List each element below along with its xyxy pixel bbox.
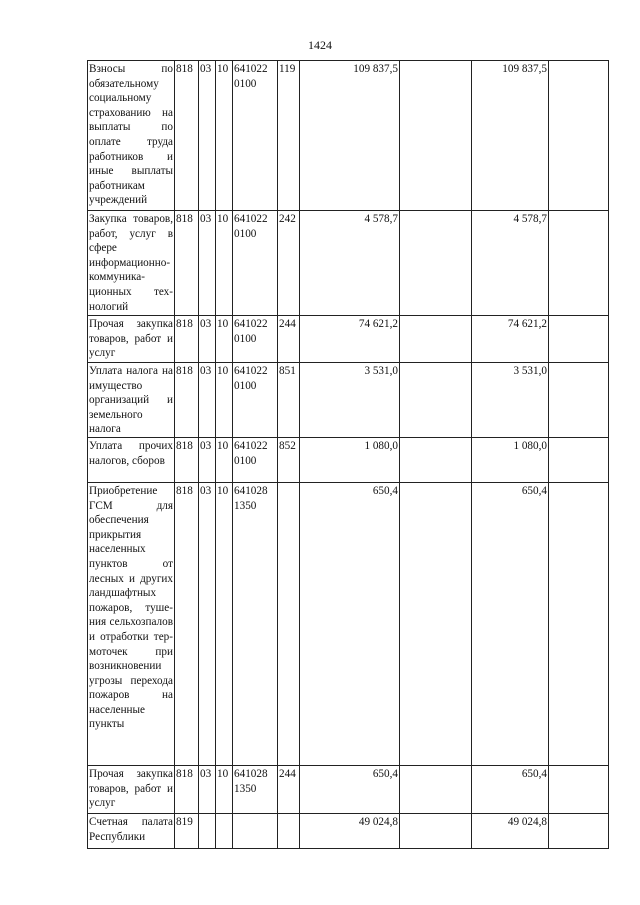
amount: 109 837,5 [300, 61, 400, 211]
total: 74 621,2 [472, 316, 549, 363]
target-code: 641022 0100 [233, 316, 278, 363]
target-code: 641028 1350 [233, 482, 278, 765]
changes [400, 437, 472, 482]
section-code [199, 813, 216, 848]
empty-cell [549, 316, 609, 363]
subsection-code [216, 813, 233, 848]
subsection-code: 10 [216, 211, 233, 316]
total: 4 578,7 [472, 211, 549, 316]
changes [400, 765, 472, 813]
changes [400, 316, 472, 363]
empty-cell [549, 211, 609, 316]
table-row [88, 363, 609, 438]
row-name: Уплата прочих налогов, сборов [88, 437, 175, 482]
expense-type-code: 244 [278, 765, 300, 813]
empty-cell [549, 482, 609, 765]
amount: 74 621,2 [300, 316, 400, 363]
total: 650,4 [472, 482, 549, 765]
section-code: 03 [199, 482, 216, 765]
target-code: 641028 1350 [233, 765, 278, 813]
changes [400, 482, 472, 765]
table-row [88, 211, 609, 316]
changes [400, 813, 472, 848]
empty-cell [549, 813, 609, 848]
section-code: 03 [199, 316, 216, 363]
amount: 650,4 [300, 482, 400, 765]
ministry-code: 818 [175, 61, 199, 211]
amount: 1 080,0 [300, 437, 400, 482]
target-code: 641022 0100 [233, 211, 278, 316]
expense-type-code [278, 813, 300, 848]
ministry-code: 818 [175, 437, 199, 482]
target-code: 641022 0100 [233, 61, 278, 211]
expense-type-code: 852 [278, 437, 300, 482]
empty-cell [549, 765, 609, 813]
ministry-code: 818 [175, 765, 199, 813]
expense-type-code [278, 482, 300, 765]
ministry-code: 818 [175, 316, 199, 363]
section-code: 03 [199, 211, 216, 316]
ministry-code: 819 [175, 813, 199, 848]
expense-type-code: 119 [278, 61, 300, 211]
total: 1 080,0 [472, 437, 549, 482]
row-name: Взносы по обязательному социальному страхованию на выплаты по оплате труда работников и иные выплаты работникам учреждений [88, 61, 175, 211]
target-code: 641022 0100 [233, 437, 278, 482]
row-name: Закупка товаров, работ, услуг в сфере информационно-коммуникационных технологий [88, 211, 175, 316]
ministry-code: 818 [175, 211, 199, 316]
total: 650,4 [472, 765, 549, 813]
budget-table [87, 60, 609, 849]
changes [400, 211, 472, 316]
total: 109 837,5 [472, 61, 549, 211]
row-name: Прочая закупка товаров, работ и услуг [88, 316, 175, 363]
expense-type-code: 242 [278, 211, 300, 316]
subsection-code: 10 [216, 61, 233, 211]
table-row [88, 765, 609, 813]
total: 3 531,0 [472, 363, 549, 438]
row-name: Уплата налога на имущество организаций и земельного налога [88, 363, 175, 438]
section-code: 03 [199, 765, 216, 813]
amount: 3 531,0 [300, 363, 400, 438]
subsection-code: 10 [216, 363, 233, 438]
subsection-code: 10 [216, 437, 233, 482]
section-code: 03 [199, 363, 216, 438]
changes [400, 363, 472, 438]
amount: 650,4 [300, 765, 400, 813]
table-body [88, 61, 609, 849]
row-name: Приобретение ГСМ для обеспечения прикрытия населенных пунктов от лесных и других ландшафтных пожаров, тушения сельхозпалов и отработки термоточек при возникновении угрозы перехода пожаров на населенные пункты [88, 482, 175, 765]
expense-type-code: 851 [278, 363, 300, 438]
expense-type-code: 244 [278, 316, 300, 363]
empty-cell [549, 61, 609, 211]
row-name: Счетная палата Республики [88, 813, 175, 848]
subsection-code: 10 [216, 765, 233, 813]
ministry-code: 818 [175, 363, 199, 438]
target-code: 641022 0100 [233, 363, 278, 438]
amount: 49 024,8 [300, 813, 400, 848]
page-number: 1424 [308, 38, 332, 52]
table-row [88, 482, 609, 765]
section-code: 03 [199, 437, 216, 482]
ministry-code: 818 [175, 482, 199, 765]
row-name: Прочая закупка товаров, работ и услуг [88, 765, 175, 813]
subsection-code: 10 [216, 482, 233, 765]
table-row [88, 813, 609, 848]
section-code: 03 [199, 61, 216, 211]
subsection-code: 10 [216, 316, 233, 363]
empty-cell [549, 363, 609, 438]
total: 49 024,8 [472, 813, 549, 848]
empty-cell [549, 437, 609, 482]
amount: 4 578,7 [300, 211, 400, 316]
changes [400, 61, 472, 211]
target-code [233, 813, 278, 848]
table-row [88, 316, 609, 363]
table-row [88, 437, 609, 482]
table-row [88, 61, 609, 211]
